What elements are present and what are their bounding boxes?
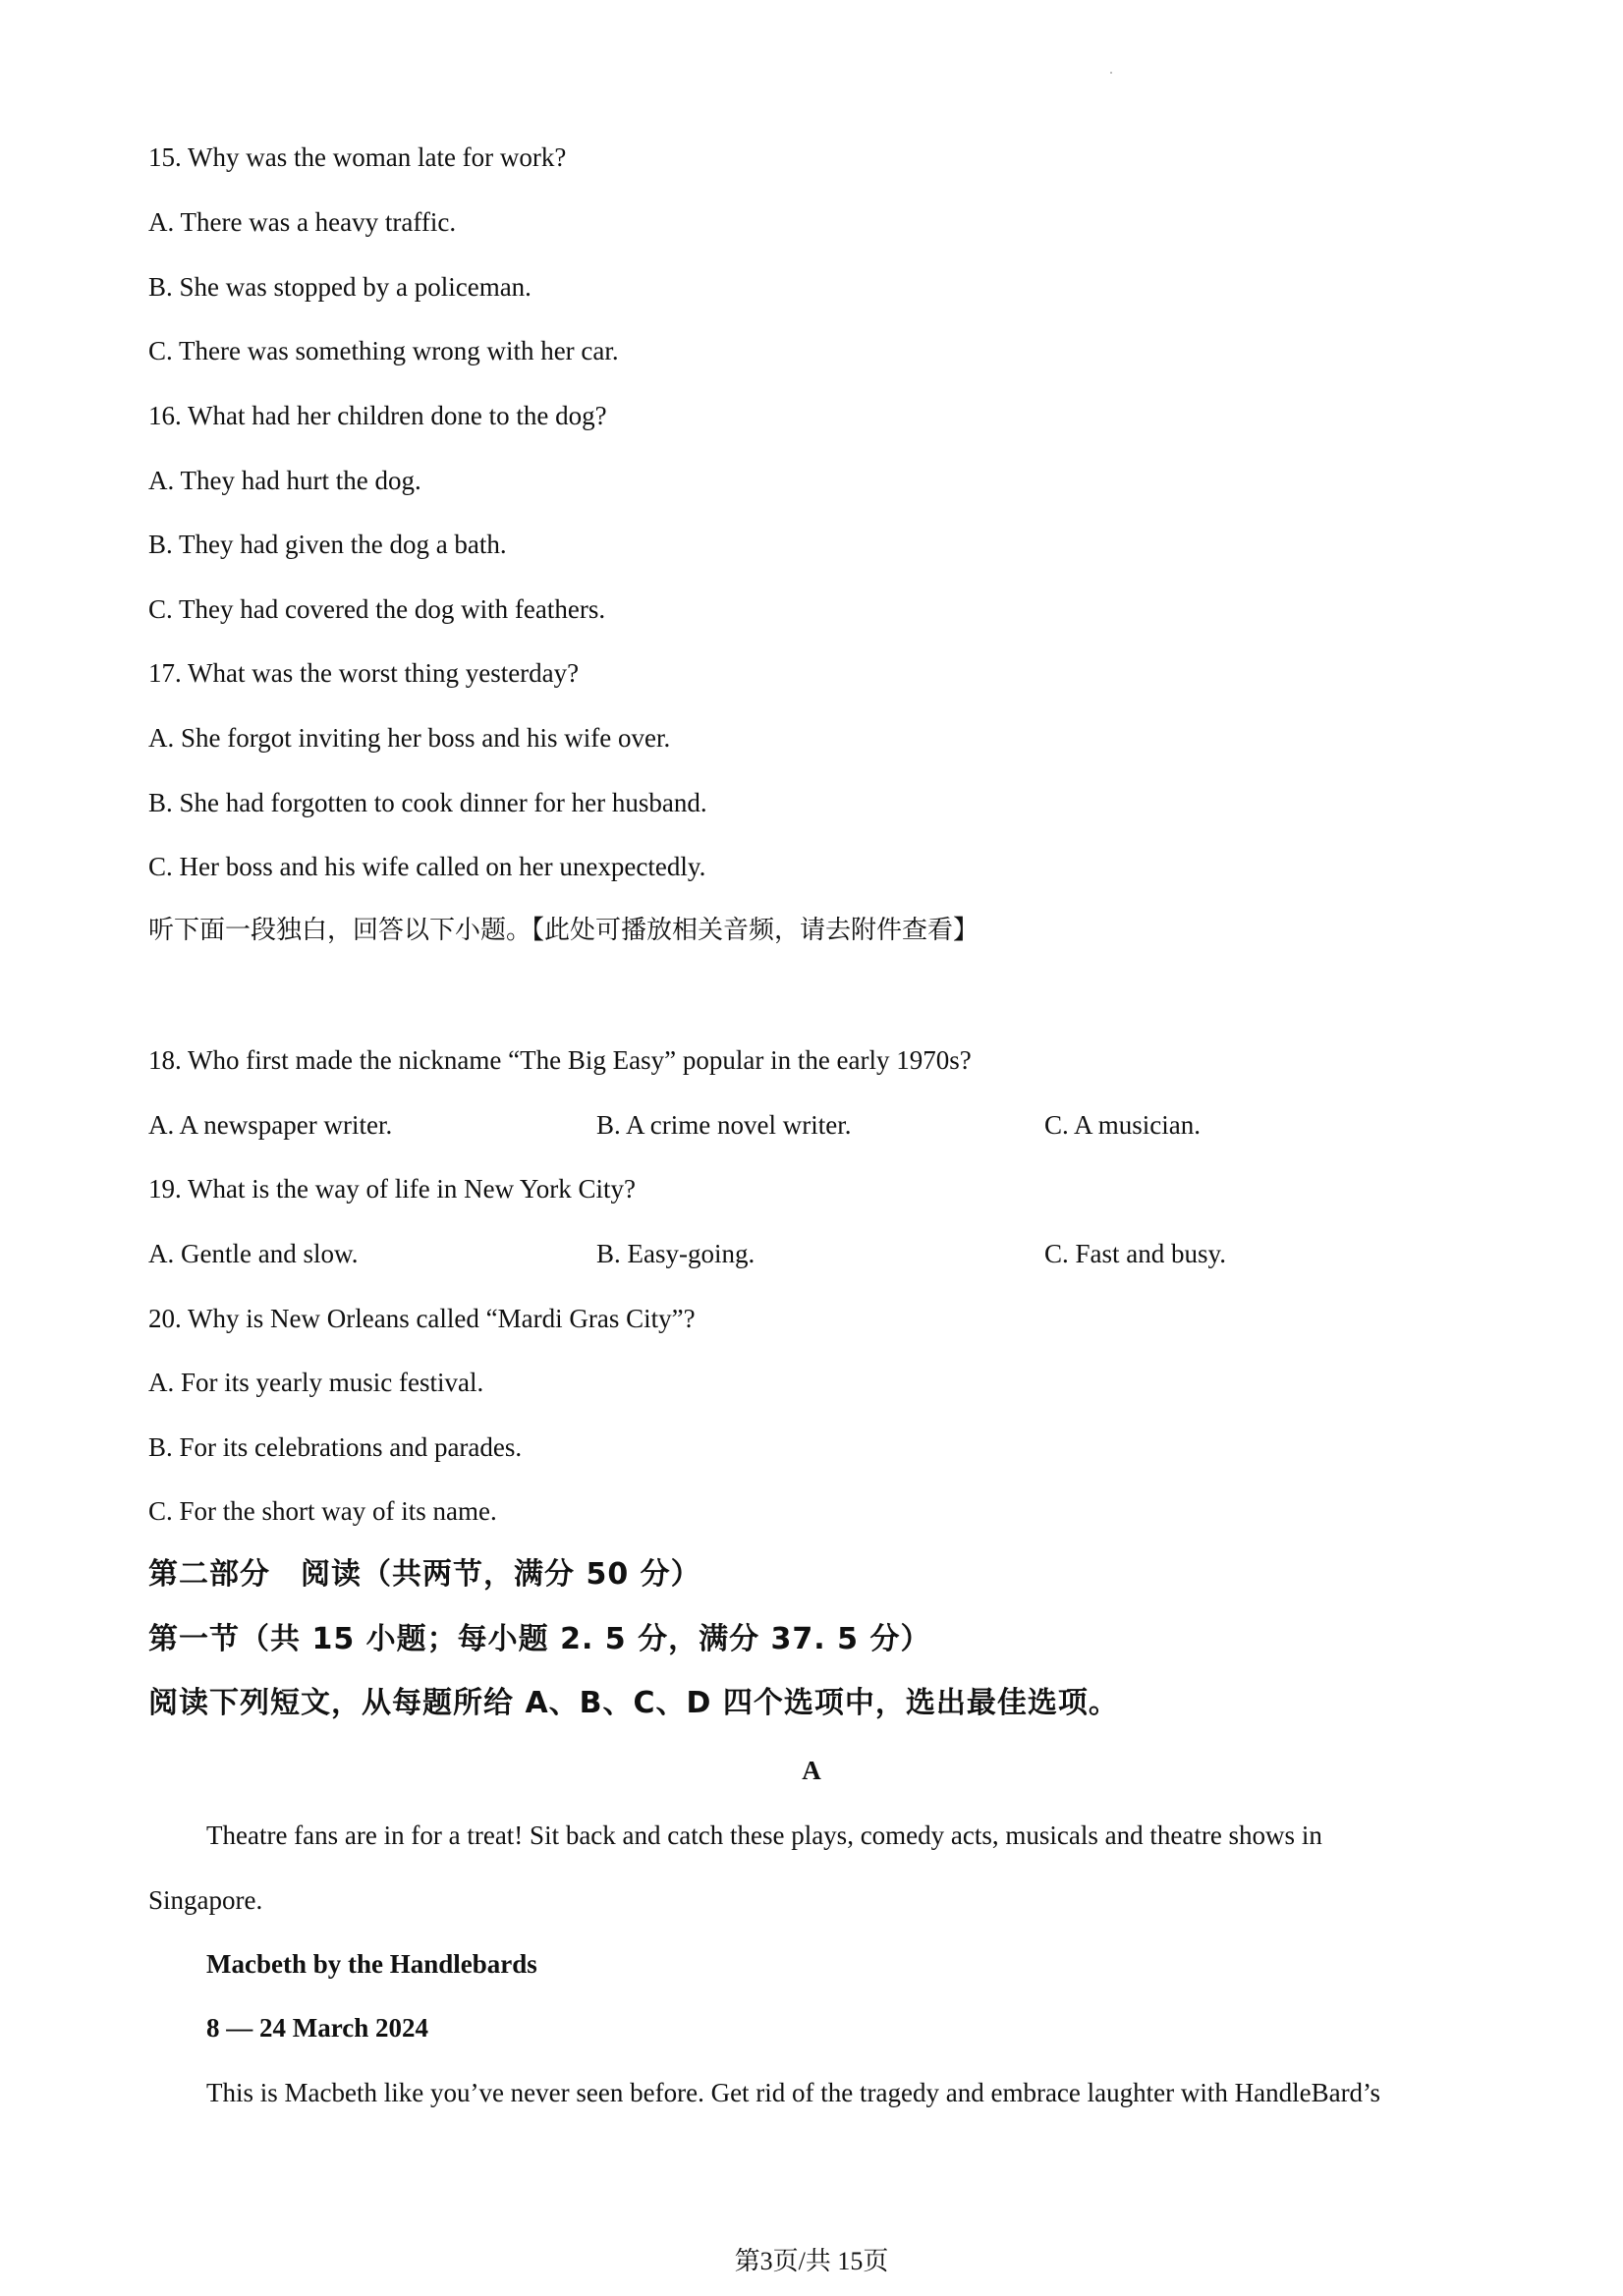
- passage-intro-line-2: Singapore.: [148, 1885, 263, 1915]
- question-17-option-c: C. Her boss and his wife called on her unexpectedly.: [148, 852, 706, 881]
- passage-intro-line-1: Theatre fans are in for a treat! Sit back and catch these plays, comedy acts, musicals and theatre shows in: [206, 1820, 1322, 1850]
- question-17-option-a: A. She forgot inviting her boss and his wife over.: [148, 723, 671, 753]
- question-18-option-b: B. A crime novel writer.: [596, 1110, 852, 1140]
- question-16-option-b: B. They had given the dog a bath.: [148, 530, 507, 559]
- question-20-option-a: A. For its yearly music festival.: [148, 1368, 484, 1397]
- question-17-stem: 17. What was the worst thing yesterday?: [148, 658, 580, 688]
- passage-label: A: [802, 1756, 821, 1785]
- section-one-heading: 第一节（共 15 小题；每小题 2. 5 分，满分 37. 5 分）: [148, 1622, 931, 1656]
- part-two-heading: 第二部分 阅读（共两节，满分 50 分）: [148, 1557, 701, 1592]
- page-indicator: 第3页/共 15页: [734, 2247, 889, 2275]
- question-17-option-b: B. She had forgotten to cook dinner for her husband.: [148, 788, 707, 817]
- question-15-option-c: C. There was something wrong with her car.: [148, 336, 619, 365]
- question-19-option-c: C. Fast and busy.: [1044, 1239, 1227, 1268]
- question-20-stem: 20. Why is New Orleans called “Mardi Gras City”?: [148, 1304, 696, 1333]
- question-19-option-a: A. Gentle and slow.: [148, 1239, 359, 1268]
- event-dates: 8 — 24 March 2024: [206, 2013, 428, 2043]
- question-18-stem: 18. Who first made the nickname “The Big Easy” popular in the early 1970s?: [148, 1045, 972, 1075]
- question-16-option-c: C. They had covered the dog with feathers.: [148, 594, 606, 624]
- question-18-option-c: C. A musician.: [1044, 1110, 1202, 1140]
- monologue-instruction: 听下面一段独白，回答以下小题。【此处可播放相关音频，请去附件查看】: [148, 916, 979, 945]
- question-15-option-b: B. She was stopped by a policeman.: [148, 272, 532, 302]
- question-15-stem: 15. Why was the woman late for work?: [148, 142, 567, 172]
- event-title: Macbeth by the Handlebards: [206, 1949, 537, 1979]
- scan-speck: [1110, 72, 1112, 74]
- question-16-stem: 16. What had her children done to the dog?: [148, 401, 607, 430]
- event-description: This is Macbeth like you’ve never seen before. Get rid of the tragedy and embrace laughter with HandleBard’s: [206, 2078, 1381, 2107]
- question-15-option-a: A. There was a heavy traffic.: [148, 207, 457, 237]
- question-19-option-b: B. Easy-going.: [596, 1239, 756, 1268]
- question-16-option-a: A. They had hurt the dog.: [148, 466, 421, 495]
- question-20-option-c: C. For the short way of its name.: [148, 1496, 497, 1526]
- reading-instruction: 阅读下列短文，从每题所给 A、B、C、D 四个选项中，选出最佳选项。: [148, 1686, 1119, 1720]
- question-18-option-a: A. A newspaper writer.: [148, 1110, 393, 1140]
- question-19-stem: 19. What is the way of life in New York City?: [148, 1174, 636, 1204]
- question-20-option-b: B. For its celebrations and parades.: [148, 1432, 523, 1462]
